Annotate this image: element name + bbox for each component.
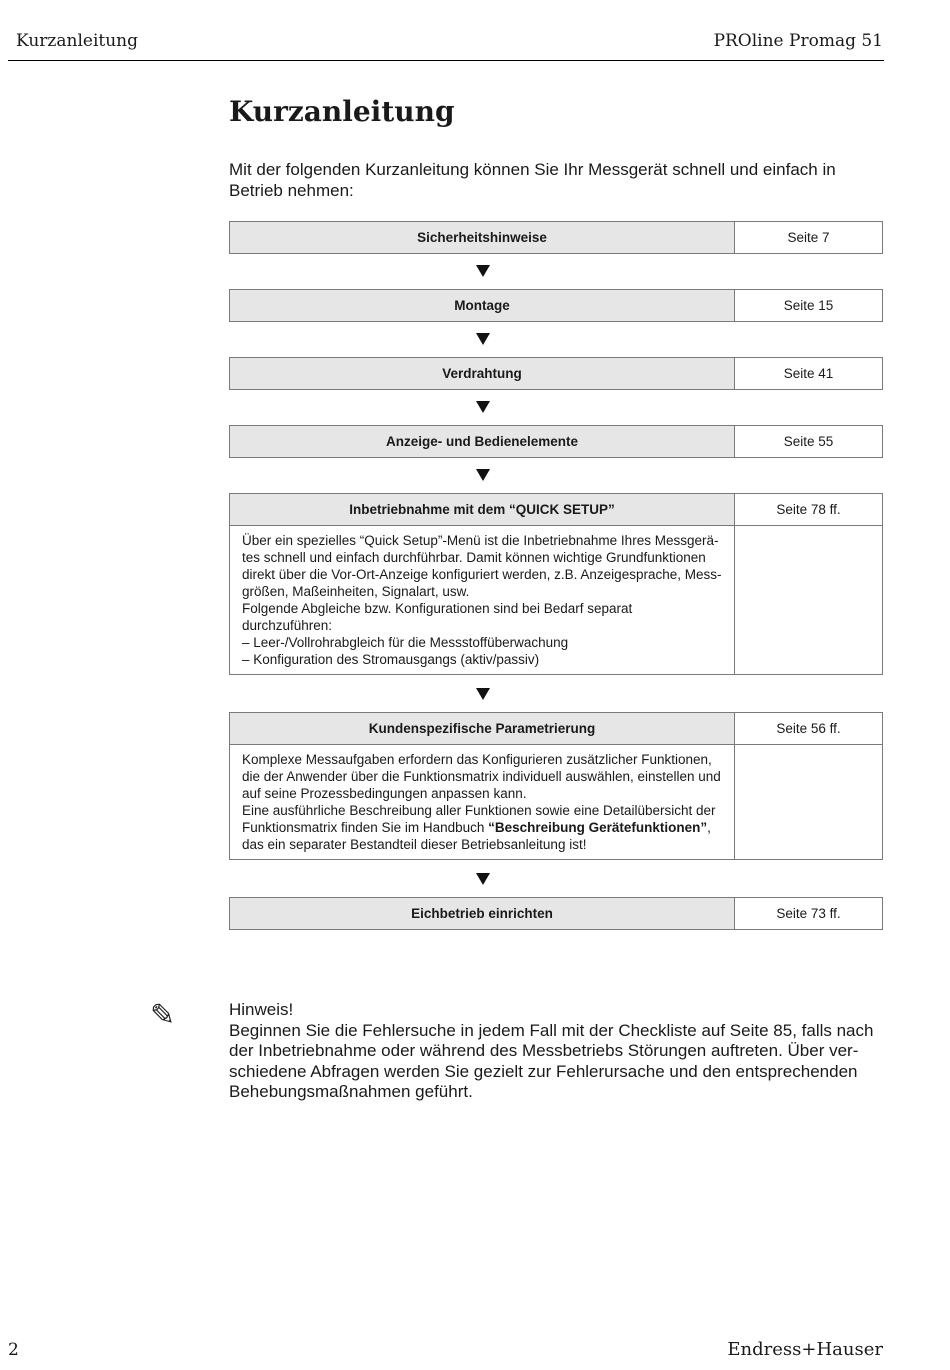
description-line: das ein separater Bestandteil dieser Betriebsanleitung ist! (242, 837, 587, 852)
flow-step-display-controls (229, 425, 883, 458)
description-line: direkt über die Vor-Ort-Anzeige konfiguriert werden, z.B. Anzeigesprache, Mess- (242, 567, 722, 582)
header-rule (8, 60, 884, 61)
intro-text: Mit der folgenden Kurzanleitung können Sie Ihr Messgerät schnell und einfach in Betrieb nehmen: (229, 160, 836, 200)
down-arrow-icon (476, 873, 490, 885)
step-label: Inbetriebnahme mit dem “QUICK SETUP” (230, 494, 734, 525)
down-arrow-icon (476, 265, 490, 277)
flow-step-wiring (229, 357, 883, 390)
page-number: 2 (8, 1340, 19, 1360)
flow-step-quick-setup (229, 493, 883, 675)
step-label: Anzeige- und Bedienelemente (230, 426, 734, 457)
step-page-ref: Seite 73 ff. (776, 906, 841, 921)
note-line: Beginnen Sie die Fehlersuche in jedem Fall mit der Checkliste auf Seite 85, falls nach (229, 1020, 874, 1040)
description-line: Folgende Abgleiche bzw. Konfigurationen sind bei Bedarf separat (242, 601, 633, 616)
note-line: der Inbetriebnahme oder während des Messbetriebs Störungen auftreten. Über ver- (229, 1041, 859, 1060)
down-arrow-icon (476, 401, 490, 413)
description-text: Funktionsmatrix finden Sie im Handbuch (242, 820, 489, 835)
flow-step-mounting (229, 289, 883, 322)
step-page-ref: Seite 78 ff. (776, 502, 841, 517)
page-cell-empty (735, 525, 882, 526)
note-line: Behebungsmaßnahmen geführt. (229, 1082, 473, 1101)
down-arrow-icon (476, 469, 490, 481)
down-arrow-icon (476, 688, 490, 700)
description-line: größen, Maßeinheiten, Signalart, usw. (242, 584, 470, 599)
brand-logo: Endress+Hauser (727, 1339, 883, 1360)
step-page-ref: Seite 7 (787, 230, 830, 245)
step-label: Verdrahtung (230, 358, 734, 389)
step-label: Sicherheitshinweise (230, 222, 734, 253)
note-line: schiedene Abfragen werden Sie gezielt zur Fehlerursache und den entsprechenden (229, 1061, 858, 1081)
manual-title: “Beschreibung Gerätefunktionen” (488, 820, 708, 835)
running-header-left: Kurzanleitung (16, 31, 138, 51)
flow-step-custom-parametrization (229, 712, 883, 860)
step-label: Montage (230, 290, 734, 321)
note-title: Hinweis! (229, 1000, 294, 1019)
description-line: durchzuführen: (242, 618, 333, 633)
step-page-ref: Seite 41 (783, 366, 834, 381)
page-title: Kurzanleitung (229, 95, 455, 128)
pencil-icon: ✎ (150, 999, 176, 1032)
description-line: – Leer-/Vollrohrabgleich für die Messstoffüberwachung (242, 635, 569, 650)
flow-step-safety (229, 221, 883, 254)
step-page-ref: Seite 15 (783, 298, 834, 313)
description-line (242, 819, 724, 836)
description-line: Über ein spezielles “Quick Setup”-Menü ist die Inbetriebnahme Ihres Messgerä- (242, 533, 719, 548)
description-line: auf seine Prozessbedingungen anpassen kann. (242, 786, 527, 801)
description-line: tes schnell und einfach durchführbar. Damit können wichtige Grundfunktionen (242, 550, 706, 565)
description-line: die der Anwender über die Funktionsmatrix individuell auswählen, einstellen und (242, 769, 721, 784)
description-line: Eine ausführliche Beschreibung aller Funktionen sowie eine Detailübersicht der (242, 803, 716, 818)
step-label: Kundenspezifische Parametrierung (230, 713, 734, 744)
down-arrow-icon (476, 333, 490, 345)
running-header-right: PROline Promag 51 (713, 31, 883, 51)
flow-step-custody-transfer (229, 897, 883, 930)
step-description (230, 744, 734, 859)
step-page-ref: Seite 55 (783, 434, 834, 449)
description-line: – Konfiguration des Stromausgangs (aktiv/passiv) (242, 652, 540, 667)
note-block (229, 1000, 889, 1103)
step-page-ref: Seite 56 ff. (776, 721, 841, 736)
page-cell-empty (735, 744, 882, 745)
step-description (230, 525, 734, 674)
description-line: Komplexe Messaufgaben erfordern das Konfigurieren zusätzlicher Funktionen, (242, 752, 712, 767)
description-text: , (707, 820, 711, 835)
step-label: Eichbetrieb einrichten (230, 898, 734, 929)
